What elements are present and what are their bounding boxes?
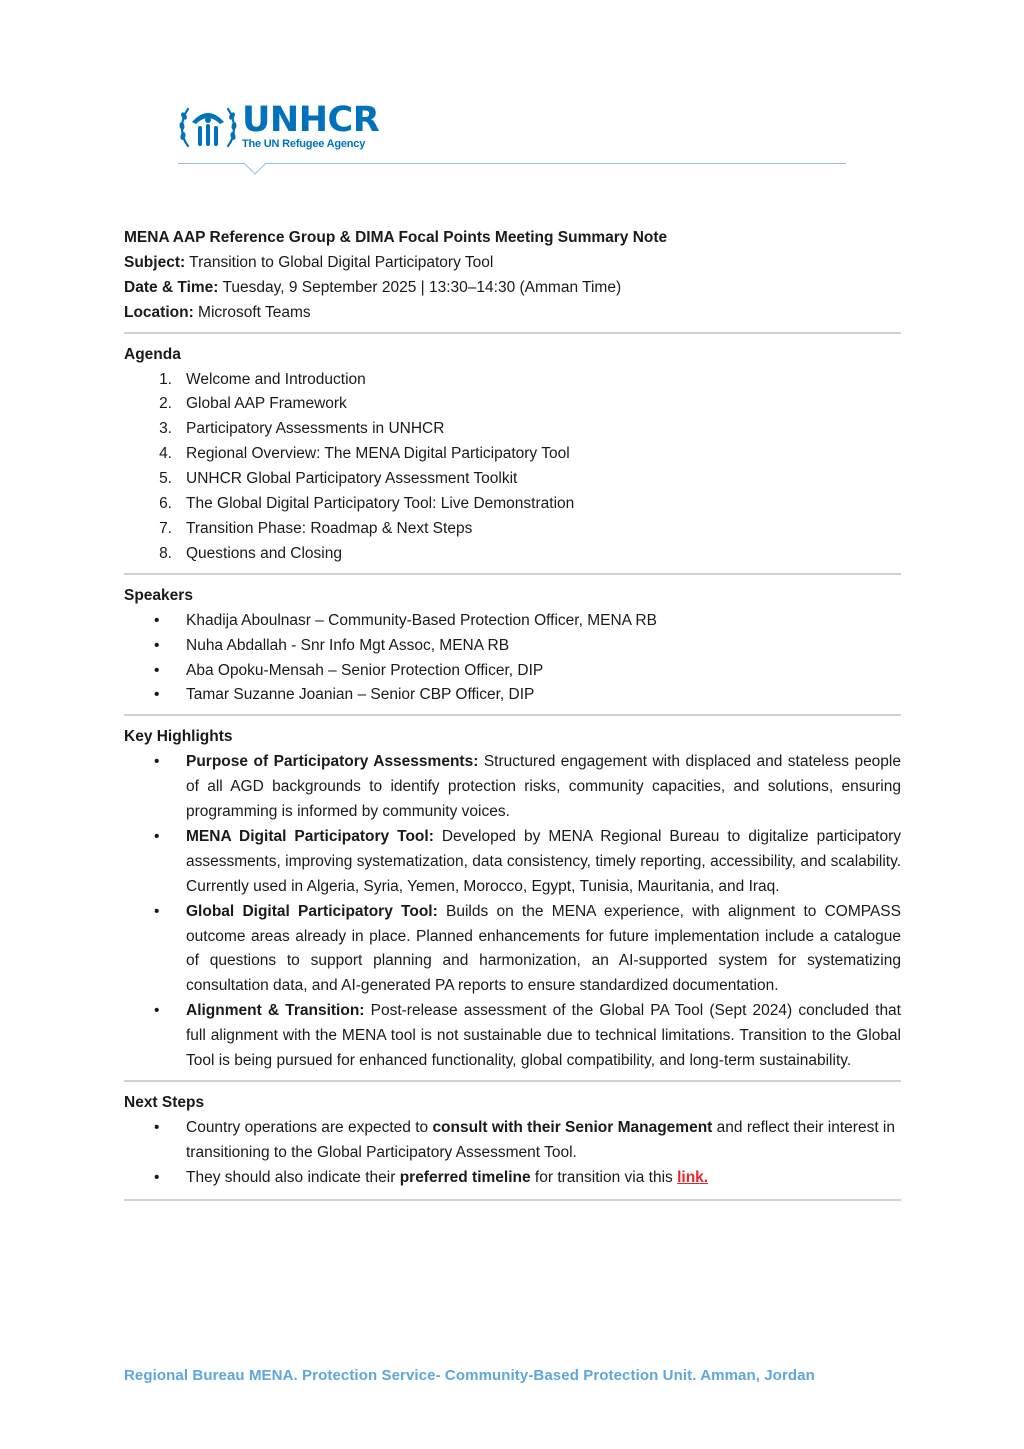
datetime-label: Date & Time: bbox=[124, 278, 219, 296]
agenda-item-number: 3. bbox=[159, 420, 172, 438]
next-step-text: for transition via this bbox=[530, 1168, 678, 1186]
agenda-list bbox=[124, 368, 901, 567]
next-step-emphasis: preferred timeline bbox=[399, 1168, 531, 1186]
section-divider bbox=[124, 1080, 901, 1082]
agenda-item bbox=[124, 392, 901, 417]
agenda-item-number: 4. bbox=[159, 445, 172, 463]
agenda-item bbox=[124, 368, 901, 393]
speakers-title: Speakers bbox=[124, 586, 193, 604]
document-title: MENA AAP Reference Group & DIMA Focal Points Meeting Summary Note bbox=[124, 229, 668, 246]
highlight-item bbox=[124, 999, 901, 1074]
agenda-item bbox=[124, 517, 901, 542]
agenda-item-text: The Global Digital Participatory Tool: Live Demonstration bbox=[186, 495, 575, 513]
agenda-item bbox=[124, 417, 901, 442]
highlight-label: Alignment & Transition: bbox=[186, 1002, 365, 1020]
org-name: UNHCR bbox=[242, 99, 380, 140]
agenda-item-number: 2. bbox=[159, 395, 172, 413]
agenda-item bbox=[124, 542, 901, 567]
highlight-text: Developed by MENA Regional Bureau to digitalize participatory assessments, improving systematization, data consistency, timely reporting, accessibility, and scalability. Currently used in Algeria, Syria, Yemen, Morocco, Egypt, Tunisia, Mauritania, and Iraq. bbox=[186, 827, 902, 895]
agenda-item-number: 6. bbox=[159, 495, 172, 513]
datetime-line bbox=[124, 276, 901, 301]
agenda-item-text: Questions and Closing bbox=[186, 544, 342, 562]
transition-link[interactable]: link. bbox=[677, 1168, 709, 1186]
next-steps-list bbox=[124, 1116, 901, 1191]
agenda-item-text: UNHCR Global Participatory Assessment Toolkit bbox=[186, 470, 518, 488]
next-step-item bbox=[124, 1116, 901, 1166]
speaker-text: Nuha Abdallah - Snr Info Mgt Assoc, MENA RB bbox=[186, 636, 510, 654]
highlight-item bbox=[124, 750, 901, 825]
speaker-text: Aba Opoku-Mensah – Senior Protection Officer, DIP bbox=[186, 661, 544, 679]
agenda-item bbox=[124, 442, 901, 467]
document-body bbox=[124, 226, 901, 1210]
highlights-title: Key Highlights bbox=[124, 728, 233, 746]
agenda-title: Agenda bbox=[124, 345, 181, 363]
header-notch bbox=[244, 163, 266, 175]
highlight-text: Builds on the MENA experience, with alignment to COMPASS outcome areas already in place. Planned enhancements for future implementation include a catalogue of questions to support planning and harmonization, an AI-supported system for systematizing consultation data, and AI-generated PA reports to ensure standardized documentation. bbox=[186, 902, 901, 995]
next-step-text: and reflect their interest in transitioning to the Global Participatory Assessment Tool. bbox=[186, 1118, 895, 1161]
highlight-label: Purpose of Participatory Assessments: bbox=[186, 753, 479, 771]
agenda-item-text: Regional Overview: The MENA Digital Participatory Tool bbox=[186, 445, 570, 463]
subject-label: Subject: bbox=[124, 253, 186, 271]
bullet-icon: • bbox=[154, 1168, 160, 1186]
agenda-item-text: Global AAP Framework bbox=[186, 395, 347, 413]
speaker-text: Tamar Suzanne Joanian – Senior CBP Officer, DIP bbox=[186, 686, 535, 704]
section-divider bbox=[124, 573, 901, 575]
agenda-item bbox=[124, 492, 901, 517]
bullet-icon: • bbox=[154, 753, 160, 771]
bullet-icon: • bbox=[154, 1118, 160, 1136]
speaker-item bbox=[124, 634, 901, 659]
bullet-icon: • bbox=[154, 902, 160, 920]
highlight-item bbox=[124, 900, 901, 1000]
bullet-icon: • bbox=[154, 611, 160, 629]
next-steps-title: Next Steps bbox=[124, 1094, 205, 1111]
speakers-list bbox=[124, 609, 901, 709]
next-step-text: They should also indicate their bbox=[186, 1168, 400, 1186]
agenda-item-text: Welcome and Introduction bbox=[186, 370, 366, 388]
agenda-item-text: Transition Phase: Roadmap & Next Steps bbox=[186, 519, 473, 537]
subject-value: Transition to Global Digital Participatory Tool bbox=[185, 253, 494, 271]
speaker-item bbox=[124, 683, 901, 708]
bullet-icon: • bbox=[154, 661, 160, 679]
unhcr-logo bbox=[178, 100, 379, 152]
datetime-value: Tuesday, 9 September 2025 | 13:30–14:30 (Amman Time) bbox=[218, 278, 622, 296]
agenda-item-number: 1. bbox=[159, 370, 172, 388]
speaker-text: Khadija Aboulnasr – Community-Based Protection Officer, MENA RB bbox=[186, 611, 657, 629]
header-divider bbox=[178, 163, 846, 164]
section-divider bbox=[124, 1199, 901, 1201]
bullet-icon: • bbox=[154, 686, 160, 704]
bullet-icon: • bbox=[154, 1002, 160, 1020]
speaker-item bbox=[124, 659, 901, 684]
highlight-label: MENA Digital Participatory Tool: bbox=[186, 827, 434, 845]
next-step-text: Country operations are expected to bbox=[186, 1118, 433, 1136]
location-value: Microsoft Teams bbox=[193, 303, 311, 321]
section-divider bbox=[124, 714, 901, 716]
agenda-item-text: Participatory Assessments in UNHCR bbox=[186, 420, 445, 438]
agenda-item-number: 8. bbox=[159, 544, 172, 562]
speaker-item bbox=[124, 609, 901, 634]
subject-line bbox=[124, 251, 901, 276]
highlight-label: Global Digital Participatory Tool: bbox=[186, 902, 438, 920]
highlight-text: Structured engagement with displaced and stateless people of all AGD backgrounds to identify protection risks, community capacities, and solutions, ensuring programming is informed by community voices. bbox=[186, 753, 901, 821]
footer-text: Regional Bureau MENA. Protection Service- Community-Based Protection Unit. Amman, Jordan bbox=[124, 1367, 815, 1384]
highlight-text: Post-release assessment of the Global PA Tool (Sept 2024) concluded that full alignment with the MENA tool is not sustainable due to technical limitations. Transition to the Global Tool is being pursued for enhanced functionality, global compatibility, and long-term sustainability. bbox=[186, 1002, 901, 1070]
bullet-icon: • bbox=[154, 636, 160, 654]
org-tagline: The UN Refugee Agency bbox=[242, 137, 366, 150]
bullet-icon: • bbox=[154, 827, 160, 845]
highlight-item bbox=[124, 825, 901, 900]
agenda-item bbox=[124, 467, 901, 492]
agenda-item-number: 5. bbox=[159, 470, 172, 488]
next-step-item bbox=[124, 1166, 901, 1191]
agenda-item-number: 7. bbox=[159, 519, 172, 537]
next-step-emphasis: consult with their Senior Management bbox=[432, 1118, 713, 1136]
highlights-list bbox=[124, 750, 901, 1074]
section-divider bbox=[124, 332, 901, 334]
location-label: Location: bbox=[124, 303, 194, 321]
unhcr-emblem-icon bbox=[178, 100, 238, 152]
location-line bbox=[124, 301, 901, 326]
